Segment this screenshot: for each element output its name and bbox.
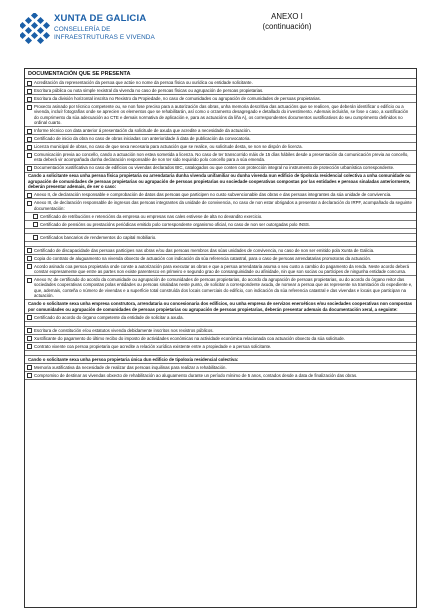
condition-paragraph: Cando o solicitante sexa unha persoa propietaria única dun edificio de tipoloxía residencial colectiva:: [25, 356, 416, 364]
checkbox[interactable]: [27, 166, 32, 171]
checklist-item-label: Compromiso de destinar as vivendas obxecto de rehabilitación ao aluguamento durante un período mínimo de 5 anos, contados desde a data de finalización das obras.: [34, 372, 358, 378]
checkbox[interactable]: [27, 248, 32, 253]
checklist-item-label: Certificado de inicio da obra no caso de obras iniciadas con anterioridade á data de publicación da convocatoria.: [34, 136, 251, 142]
checklist-item-label: Acordo asinado coa persoa propietaria onde conste a autorización para executar as obras e que a persoa arrendataria asuma o seu custo a cambio do pagamento da renda. Neste acordo deberá constar expresamente que entre as partes non existe parentesco en primeiro e segundo grao de consanguinidade ou afinidade, nin que son socias ou partícipes de ningunha entidade concursa.: [34, 263, 410, 275]
checkbox[interactable]: [27, 145, 32, 150]
logo-title: XUNTA DE GALICIA: [54, 13, 147, 24]
checklist-item: [25, 95, 416, 103]
checkbox[interactable]: [27, 193, 32, 198]
checklist-item-label: Memoria xustificativa da necesidade de realizar das persoas inquilinas para realizar a rehabilitación.: [34, 364, 227, 370]
checkbox[interactable]: [27, 373, 32, 378]
checklist-item-label: Documentación xustificativa no caso de edificios ou vivendas declarados BIC, catalogados ou que conten con protección integral no instrumento de protección urbanística correspondente.: [34, 165, 395, 171]
checkbox[interactable]: [27, 153, 32, 158]
documentation-form: [24, 68, 417, 608]
checklist-item: [25, 151, 416, 164]
checklist-item-label: Proxecto asinado por técnico competente ou, se non fose preciso para a autorización das obras, unha memoria descritiva das actuacións que se realicen, que deberán identificar o edificio ou a vivenda, incluír fotografías onde se aprecien os elementos que se rehabilitarán, así como o orzamento desagregado e detallado do investimento. Ademais incluirán, se fose o caso, a xustificación do cumprimento da súa adecuación ao CTE e demais normativa de aplicación e, para as actuacións da liña A), os correspondentes documentos xustificativos do seu cumprimento definidos no ordinal cuarto.: [34, 103, 409, 126]
checklist-item: [25, 127, 416, 135]
checklist-item: [25, 87, 416, 95]
checkbox[interactable]: [27, 365, 32, 370]
logo-department-line2: INFRAESTRUTURAS E VIVENDA: [54, 34, 155, 41]
checkbox[interactable]: [27, 344, 32, 349]
checklist-item: [25, 372, 416, 380]
logo-department-line1: CONSELLERÍA DE: [54, 26, 111, 33]
checklist-item: [25, 103, 416, 127]
checklist-item: [25, 314, 416, 322]
checkbox[interactable]: [33, 222, 38, 227]
annex-title: ANEXO I: [271, 12, 303, 21]
checklist-item-label: Informe técnico con data anterior á presentación da solicitude de axuda que acredite a necesidade da actuación.: [34, 128, 251, 134]
checklist-item: [25, 364, 416, 372]
checkbox[interactable]: [33, 235, 38, 240]
checkbox[interactable]: [27, 278, 32, 283]
checklist-item-label: Copia do contrato de aluguamento na vivenda obxecto de actuación con indicación da súa referencia catastral, para o caso de persoas arrendatarias promotoras da actuación.: [34, 255, 372, 261]
xunta-logo: [18, 10, 218, 58]
checklist-item: [25, 165, 416, 173]
checklist-item-label: Certificado de pensións ou prestacións periódicas emitido polo correspondente organismo oficial, no caso de non ser outorgadas polo INSS.: [40, 221, 310, 227]
checkbox[interactable]: [27, 256, 32, 261]
checklist-item: [25, 79, 416, 87]
checklist-item-label: Xustificante do pagamento do último recibo do imposto de actividades económicas na actividade económica relacionada coa actuación obxecto da súa solicitude.: [34, 335, 346, 341]
checklist-item: [25, 247, 416, 255]
checklist-item-label: Certificados bancarios de rendementos do capital mobiliario.: [40, 234, 157, 240]
checkbox[interactable]: [27, 264, 32, 269]
checklist-item-label: Certificado de retribucións e retencións da empresa ou empresas nas cales estivese de alta no devandito exercicio.: [40, 213, 263, 219]
page-header: [18, 10, 423, 58]
checklist-item: [25, 263, 416, 276]
checklist-item: [25, 255, 416, 263]
checklist-item-label: Escritura pública ou nota simple rexistral da vivenda no caso de persoas físicas ou agrupación de persoas propietarias.: [34, 87, 264, 93]
checklist-item: [25, 135, 416, 143]
checkbox[interactable]: [27, 129, 32, 134]
checklist-item-label: Licenza municipal de obras, no caso de que sexa necesaria para actuación que se realice, ou solicitude desta, se non se dispón de licenza.: [34, 144, 303, 150]
checklist-item: [25, 213, 416, 221]
checkbox[interactable]: [33, 214, 38, 219]
checklist-item-label: Certificado de discapacidade das persoas participes nas obras e/ou das persoas membros das súas unidades de convivencia, no caso de non ser emitido pola Xunta de Galicia.: [34, 247, 375, 253]
checkbox[interactable]: [27, 105, 32, 110]
checklist-item-label: Anexo IV, de certificado do acordo da comunidade ou agrupación de comunidades de persoas propietarias, do acordo da agrupación de persoas propietarias, ou do acordo do órgano reitor das sociedades cooperativas compostas polas entidades ou persoas sinaladas neste punto, de solicitar a correspondente axuda, de nomear a persoa que as represente na tramitación do expediente e, que, ademais, conteña o número de vivendas e a superficie total construída dos locais comerciais do edificio, con indicación da súa referencia catastral e das vivendas e locais que participan na actuación.: [34, 277, 413, 299]
checklist-item-label: Anexo II, de declaración responsable e comprobación de datos das persoas que participen no custo subvencionable das obras e das persoas integrantes da súa unidade de convivencia.: [34, 192, 392, 198]
checklist-item: [25, 199, 416, 212]
checklist-item-label: Acreditación da representación da persoa que actúe no nome da persoa física ou xurídica ou entidade solicitante.: [34, 79, 253, 85]
checklist-item: [25, 343, 416, 351]
checkbox[interactable]: [27, 89, 32, 94]
annex-heading: [232, 12, 342, 31]
checkbox[interactable]: [27, 97, 32, 102]
checkbox[interactable]: [27, 81, 32, 86]
checklist-item: [25, 327, 416, 335]
checklist-item-label: Certificado do acordo do órgano competente da entidade de solicitar a axuda.: [34, 314, 184, 320]
checklist-item-label: Escritura de constitución e/ou estatutos vivenda debidamente inscritos nos rexistros públicos.: [34, 327, 214, 333]
annex-subtitle: (continuación): [262, 22, 312, 31]
checkbox[interactable]: [27, 328, 32, 333]
checklist-item: [25, 276, 416, 300]
checklist-item-label: Comunicación previa ao concello, cando a actuación non estea sometida a licenza. No caso de ter transcorrido máis de 15 días hábiles desde a presentación da comunicación previa ao concello, esta deberá vir acompañada dunha declaración responsable de non ter sido requirido polo concello para a súa emenda.: [34, 152, 409, 163]
section-title: DOCUMENTACIÓN QUE SE PRESENTA: [25, 69, 416, 79]
checklist-item: [25, 191, 416, 199]
checkbox[interactable]: [27, 336, 32, 341]
xunta-emblem-icon: [20, 13, 50, 47]
condition-paragraph: Cando o solicitante sexa unha empresa construtora, arrendataria ou concesionaria dos edificios, ou unha empresa de servizos enerxéticos e/ou sociedades cooperativas non compostas por comunidades ou agrupación de comunidades de persoas propietarias ou agrupación de persoas propietarias, deberán presentar ademais da documentación xeral, a seguinte:: [25, 300, 416, 313]
checklist-item: [25, 234, 416, 242]
checkbox[interactable]: [27, 137, 32, 142]
checklist-item-label: Contrato vixente coa persoa propietaria que acredite a relación xurídica existente entre a propiedade e a persoa solicitante.: [34, 343, 272, 349]
checkbox[interactable]: [27, 201, 32, 206]
checkbox[interactable]: [27, 315, 32, 320]
checklist-item: [25, 335, 416, 343]
checklist-item: [25, 221, 416, 229]
checklist-item-label: Escritura da división horizontal inscrita no Rexistro da Propiedade, no caso de comunidades ou agrupación de comunidades de persoas propietarias.: [34, 95, 321, 101]
condition-paragraph: Cando a solicitante sexa unha persoa física propietaria ou arrendataria dunha vivenda unifamiliar ou dunha vivenda nun edificio de tipoloxía residencial colectiva a unha comunidade ou agrupación de comunidades de persoas propietarias ou agrupación de persoas propietarias ou sociedade cooperativas compostas por las entidades e persoas sinaladas anteriormente, deberán presentar ademais, de ser o caso:: [25, 173, 416, 192]
checklist-item-label: Anexo III, de declaración responsable de ingresos das persoas integrantes da unidade de convivencia, no caso de non estar obrigados a presentar a declaración do IRPF, acompañado da seguinte documentación:: [34, 200, 412, 211]
checklist-item: [25, 143, 416, 151]
